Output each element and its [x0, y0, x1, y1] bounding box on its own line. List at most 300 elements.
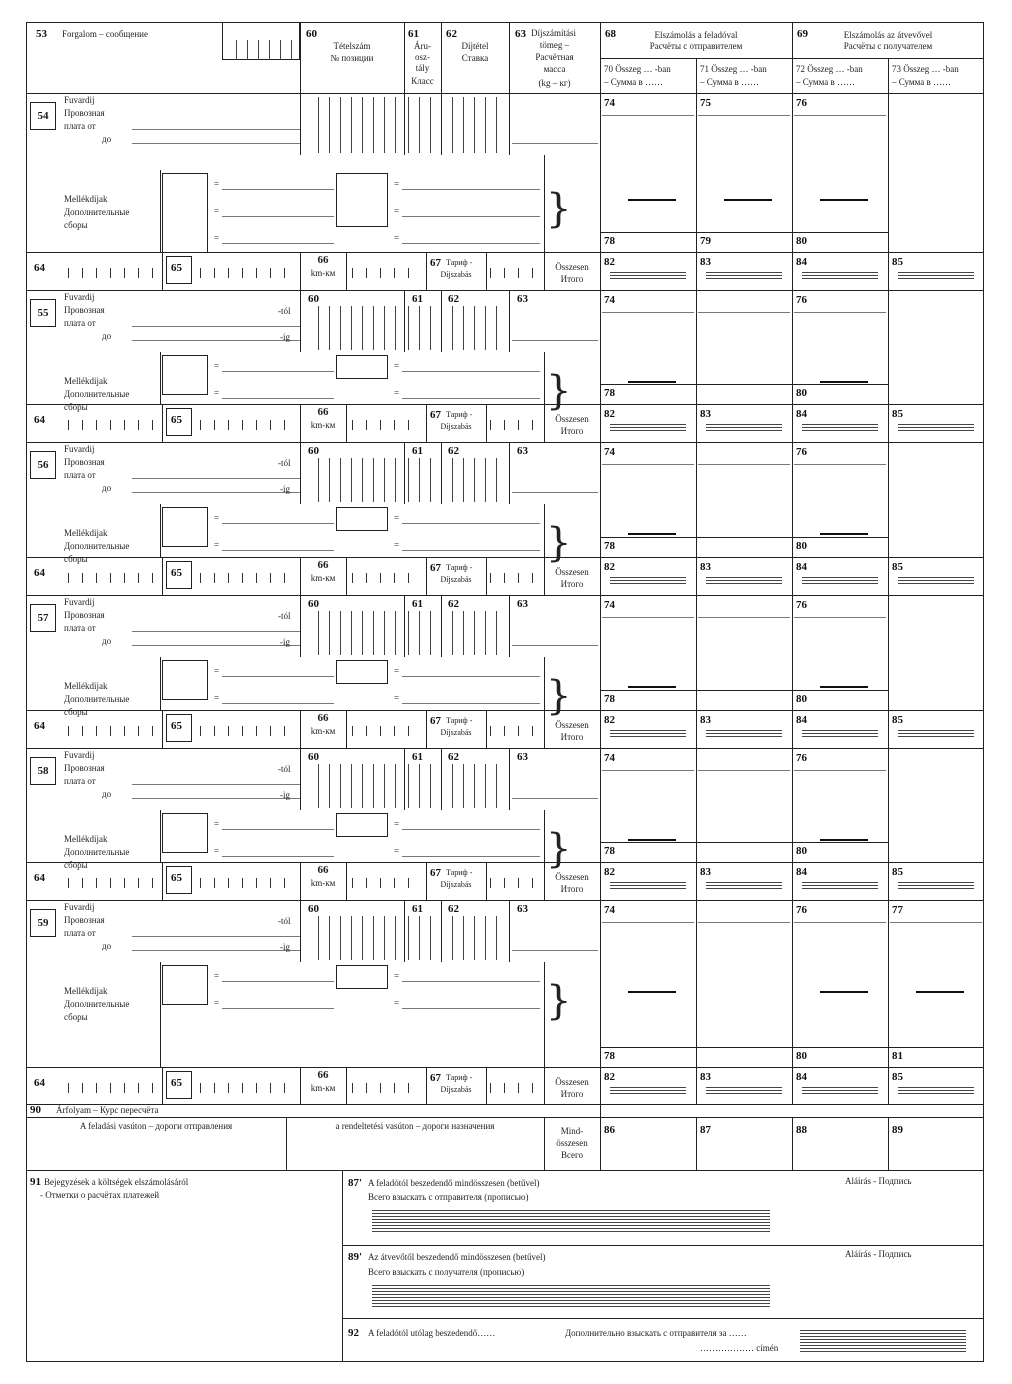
freight-col-divider — [888, 595, 889, 710]
amount-line — [698, 312, 790, 313]
freight-60-cells[interactable] — [318, 611, 396, 655]
summary-row-top — [26, 1067, 984, 1068]
freight-61-cells[interactable] — [408, 611, 438, 655]
field-73-summa: – Сумма в …… — [892, 77, 951, 87]
charges-eq-2: = — [394, 361, 400, 371]
field-92-lines[interactable] — [800, 1330, 966, 1352]
field-65-ticks[interactable] — [200, 1083, 298, 1093]
total-83-lines[interactable] — [706, 272, 782, 281]
provoznaya-label: Провозная — [64, 610, 105, 620]
total-82-number: 82 — [604, 866, 615, 878]
charges-line — [222, 189, 334, 190]
total-85-lines[interactable] — [898, 1087, 974, 1096]
sbory-label: сборы — [64, 220, 88, 230]
total-85-lines[interactable] — [898, 730, 974, 739]
field-66-ticks[interactable] — [352, 420, 422, 430]
row-92-top — [342, 1318, 984, 1319]
field-65-ticks[interactable] — [200, 878, 298, 888]
field-91-label-ru: - Отметки о расчётах платежей — [40, 1190, 160, 1200]
total-85-number: 85 — [892, 256, 903, 268]
freight-61-cells[interactable] — [408, 306, 438, 350]
row-90-divider-89 — [888, 1117, 889, 1170]
charges-eq-2: = — [394, 666, 400, 676]
total-82-lines[interactable] — [610, 424, 686, 433]
field-67-ticks[interactable] — [490, 268, 542, 278]
freight-61-cells[interactable] — [408, 97, 438, 153]
field-66-number: 66 — [317, 406, 329, 418]
field-62-label-hu: Díjtétel — [461, 41, 489, 51]
fuvardij-label: Fuvardij — [64, 95, 95, 105]
total-85-lines[interactable] — [898, 424, 974, 433]
freight-line-ot — [132, 784, 300, 785]
total-84-number: 84 — [796, 1071, 807, 1083]
feladasi-label: A feladási vasúton – дороги отправления — [79, 1121, 233, 1131]
field-64-number: 64 — [34, 262, 45, 274]
charges-line — [222, 523, 334, 524]
total-85-lines[interactable] — [898, 272, 974, 281]
summary-divider — [792, 1067, 793, 1104]
field-65-ticks[interactable] — [200, 573, 298, 583]
summary-divider — [346, 557, 347, 595]
freight-62-cells[interactable] — [452, 458, 504, 502]
total-85-number: 85 — [892, 714, 903, 726]
amount-dash — [628, 533, 676, 535]
field-66-unit: km-км — [310, 573, 336, 583]
sbory-label: сборы — [64, 707, 88, 717]
row-89p-top — [342, 1245, 984, 1246]
field-64-ticks[interactable] — [68, 1083, 160, 1093]
section-55-top — [26, 290, 984, 291]
total-82-lines[interactable] — [610, 1087, 686, 1096]
freight-col-divider — [441, 595, 442, 657]
freight-col-divider — [509, 595, 510, 657]
freight-line-do — [132, 143, 300, 144]
charges-box-1[interactable] — [162, 813, 208, 853]
mellekdijak-label: Mellékdíjak — [64, 194, 108, 204]
field-87p-number: 87' — [348, 1177, 363, 1189]
field-64-ticks[interactable] — [68, 573, 160, 583]
row-91-top — [26, 1170, 984, 1171]
summary-divider — [346, 862, 347, 900]
field-66-ticks[interactable] — [352, 726, 422, 736]
row-90-divider-86 — [600, 1104, 601, 1170]
field-63-number: 63 — [517, 903, 528, 915]
mellekdijak-label: Mellékdíjak — [64, 528, 108, 538]
freight-col-divider — [404, 442, 405, 504]
field-64-ticks[interactable] — [68, 726, 160, 736]
total-82-lines[interactable] — [610, 882, 686, 891]
osszesen-label: Összesen — [555, 872, 589, 882]
amount-74-number: 74 — [604, 599, 615, 611]
charges-box-2[interactable] — [336, 507, 388, 531]
freight-63-line — [512, 492, 598, 493]
summary-divider — [486, 252, 487, 290]
do-label: до — [102, 483, 112, 493]
charges-line — [222, 371, 334, 372]
freight-col-divider — [888, 290, 889, 404]
field-68-number: 68 — [605, 28, 616, 40]
summary-divider — [486, 404, 487, 442]
field-67-ticks[interactable] — [490, 420, 542, 430]
charges-box-1[interactable] — [162, 173, 208, 253]
freight-col-divider — [792, 442, 793, 557]
total-83-lines[interactable] — [706, 1087, 782, 1096]
total-85-lines[interactable] — [898, 577, 974, 586]
mellekdijak-label: Mellékdíjak — [64, 834, 108, 844]
field-89p-lines[interactable] — [372, 1285, 770, 1307]
freight-61-cells[interactable] — [408, 916, 438, 960]
total-83-lines[interactable] — [706, 577, 782, 586]
freight-col-divider — [300, 900, 301, 962]
total-83-number: 83 — [700, 408, 711, 420]
freight-line-do — [132, 492, 300, 493]
amount-dash — [628, 381, 676, 383]
field-69-label-hu: Elszámolás az átvevővel — [843, 30, 933, 40]
mind-label-2: összesen — [556, 1138, 588, 1148]
total-82-lines[interactable] — [610, 272, 686, 281]
summary-divider — [162, 862, 163, 900]
charges-box-2[interactable] — [336, 660, 388, 684]
summary-divider — [696, 252, 697, 290]
charges-eq: = — [214, 693, 220, 703]
amount-74-number: 74 — [604, 97, 615, 109]
summary-divider — [888, 557, 889, 595]
freight-60-cells[interactable] — [318, 764, 396, 808]
itogo-label: Итого — [560, 274, 584, 284]
charges-box-1[interactable] — [162, 355, 208, 395]
amount-80-number: 80 — [796, 1050, 807, 1062]
total-82-lines[interactable] — [610, 577, 686, 586]
field-92-label: A feladótól utólag beszedendő…… — [368, 1328, 496, 1338]
fuvardij-label: Fuvardij — [64, 597, 95, 607]
summary-divider — [792, 404, 793, 442]
amount-76-number: 76 — [796, 599, 807, 611]
charges-box-2[interactable] — [336, 813, 388, 837]
field-73-label: 73 Összeg … -ban — [892, 64, 959, 74]
charges-line-2 — [402, 1008, 540, 1009]
field-64-ticks[interactable] — [68, 878, 160, 888]
summary-divider — [162, 1067, 163, 1104]
field-60-number: 60 — [308, 293, 319, 305]
total-83-number: 83 — [700, 866, 711, 878]
charges-brace: } — [546, 978, 572, 1024]
charges-eq: = — [214, 998, 220, 1008]
charges-brace: } — [546, 673, 572, 719]
amount-dash — [820, 533, 868, 535]
amount-dash — [724, 199, 772, 201]
field-70-summa: – Сумма в …… — [604, 77, 663, 87]
field-61-number: 61 — [412, 903, 423, 915]
charges-eq: = — [214, 971, 220, 981]
total-82-lines[interactable] — [610, 730, 686, 739]
freight-62-cells[interactable] — [452, 916, 504, 960]
total-84-lines[interactable] — [802, 424, 878, 433]
total-85-number: 85 — [892, 408, 903, 420]
charges-box-2[interactable] — [336, 965, 388, 989]
field-71-summa: – Сумма в …… — [700, 77, 759, 87]
charges-eq-2: = — [394, 388, 400, 398]
field-91-number: 91 — [30, 1176, 41, 1188]
charges-box-1[interactable] — [162, 660, 208, 700]
field-67-ticks[interactable] — [490, 1083, 542, 1093]
field-66-number: 66 — [317, 864, 329, 876]
itogo-label: Итого — [560, 884, 584, 894]
row-mind-top — [544, 1117, 984, 1118]
total-84-lines[interactable] — [802, 1087, 878, 1096]
field-68-label-ru: Расчёты с отправителем — [649, 41, 743, 51]
tol-label: -tól — [278, 764, 291, 774]
charges-eq: = — [214, 666, 220, 676]
amount-line — [794, 464, 886, 465]
total-82-number: 82 — [604, 714, 615, 726]
do-label: до — [102, 134, 112, 144]
charges-box-1[interactable] — [162, 507, 208, 547]
fuvardij-label: Fuvardij — [64, 292, 95, 302]
total-85-lines[interactable] — [898, 882, 974, 891]
mind-label-1: Mind- — [560, 1126, 584, 1136]
charges-line-2 — [402, 371, 540, 372]
dopolnitelnye-label: Дополнительные — [64, 847, 130, 857]
freight-col-divider — [509, 442, 510, 504]
field-66-ticks[interactable] — [352, 1083, 422, 1093]
field-62-number: 62 — [448, 293, 459, 305]
freight-col-divider — [792, 595, 793, 710]
summary-divider — [162, 252, 163, 290]
dopolnitelnye-label: Дополнительные — [64, 694, 130, 704]
freight-line-ot — [132, 326, 300, 327]
field-67-tarif: Тариф - — [446, 410, 473, 419]
plata-ot-label: плата от — [64, 470, 96, 480]
field-65-ticks[interactable] — [200, 268, 298, 278]
field-53-cells — [236, 40, 292, 60]
field-64-number: 64 — [34, 567, 45, 579]
do-label: до — [102, 789, 112, 799]
header-subline — [600, 58, 984, 59]
field-67-tarif: Тариф - — [446, 258, 473, 267]
freight-60-cells[interactable] — [318, 916, 396, 960]
charges-brace: } — [546, 186, 572, 232]
amount-dash — [820, 199, 868, 201]
field-69-label-ru: Расчёты с получателем — [843, 41, 933, 51]
summary-divider — [346, 710, 347, 748]
dopolnitelnye-label: Дополнительные — [64, 541, 130, 551]
field-87p-lines[interactable] — [372, 1210, 770, 1232]
freight-col-divider — [600, 900, 601, 1067]
sbory-label: сборы — [64, 860, 88, 870]
summary-divider — [600, 1067, 601, 1104]
charges-line — [222, 550, 334, 551]
freight-col-divider — [888, 93, 889, 252]
field-62-number: 62 — [446, 28, 457, 40]
freight-60-cells[interactable] — [318, 306, 396, 350]
amount-subtotal-line — [600, 384, 888, 385]
summary-divider — [696, 710, 697, 748]
charges-eq: = — [214, 361, 220, 371]
field-65-ticks[interactable] — [200, 726, 298, 736]
freight-col-divider — [404, 900, 405, 962]
amount-76-number: 76 — [796, 97, 807, 109]
total-83-lines[interactable] — [706, 424, 782, 433]
amount-line — [602, 312, 694, 313]
do-label: до — [102, 331, 112, 341]
field-67-number: 67 — [430, 867, 441, 879]
freight-63-line — [512, 340, 598, 341]
amount-subtotal-line — [600, 232, 888, 233]
field-64-ticks[interactable] — [68, 268, 160, 278]
plata-ot-label: плата от — [64, 928, 96, 938]
field-67-dijszabas: Díjszabás — [440, 422, 472, 431]
field-60-number: 60 — [308, 751, 319, 763]
field-66-ticks[interactable] — [352, 268, 422, 278]
freight-61-cells[interactable] — [408, 764, 438, 808]
freight-col-divider — [888, 748, 889, 862]
total-82-number: 82 — [604, 256, 615, 268]
amount-74-number: 74 — [604, 294, 615, 306]
freight-60-cells[interactable] — [318, 458, 396, 502]
amount-line — [794, 922, 886, 923]
summary-divider — [792, 862, 793, 900]
field-67-number: 67 — [430, 715, 441, 727]
total-83-lines[interactable] — [706, 730, 782, 739]
field-67-ticks[interactable] — [490, 726, 542, 736]
field-62-number: 62 — [448, 598, 459, 610]
sbory-label: сборы — [64, 554, 88, 564]
freight-col-divider — [300, 290, 301, 352]
freight-col-divider — [509, 900, 510, 962]
field-92-number: 92 — [348, 1327, 359, 1339]
total-84-lines[interactable] — [802, 730, 878, 739]
amount-81-number: 81 — [892, 1050, 903, 1062]
total-85-number: 85 — [892, 866, 903, 878]
charges-eq-2: = — [394, 233, 400, 243]
charges-box-1[interactable] — [162, 965, 208, 1005]
mellekdijak-label: Mellékdíjak — [64, 376, 108, 386]
amount-80-number: 80 — [796, 387, 807, 399]
mellekdijak-label: Mellékdíjak — [64, 986, 108, 996]
charges-brace: } — [546, 826, 572, 872]
freight-col-divider — [509, 748, 510, 810]
charges-line-2 — [402, 523, 540, 524]
freight-62-cells[interactable] — [452, 306, 504, 350]
field-67-ticks[interactable] — [490, 573, 542, 583]
amount-line — [794, 312, 886, 313]
section-59-top — [26, 900, 984, 901]
field-63-number: 63 — [515, 28, 526, 40]
amount-dash — [820, 686, 868, 688]
row-90-sub — [26, 1117, 544, 1118]
charges-brace: } — [546, 368, 572, 414]
freight-col-divider — [544, 155, 545, 252]
amount-76-number: 76 — [796, 446, 807, 458]
freight-62-cells[interactable] — [452, 97, 504, 153]
field-67-dijszabas: Díjszabás — [440, 1085, 472, 1094]
summary-divider — [600, 557, 601, 595]
freight-col-divider — [600, 748, 601, 862]
dopolnitelnye-label: Дополнительные — [64, 207, 130, 217]
total-83-number: 83 — [700, 561, 711, 573]
field-64-number: 64 — [34, 720, 45, 732]
charges-box-2[interactable] — [336, 355, 388, 379]
total-84-lines[interactable] — [802, 577, 878, 586]
summary-divider — [486, 862, 487, 900]
freight-61-cells[interactable] — [408, 458, 438, 502]
row-90-divider-87 — [696, 1117, 697, 1170]
charges-line — [222, 676, 334, 677]
total-84-lines[interactable] — [802, 272, 878, 281]
summary-divider — [888, 404, 889, 442]
freight-col-divider — [441, 442, 442, 504]
field-64-ticks[interactable] — [68, 420, 160, 430]
amount-line — [698, 617, 790, 618]
field-66-ticks[interactable] — [352, 878, 422, 888]
field-67-tarif: Тариф - — [446, 716, 473, 725]
tol-label: -tól — [278, 306, 291, 316]
freight-62-cells[interactable] — [452, 764, 504, 808]
ig-label: -ig — [280, 790, 290, 800]
field-87p-label: A feladótól beszedendő mindösszesen (betűvel) — [368, 1178, 540, 1188]
freight-col-divider — [792, 748, 793, 862]
freight-col-divider — [441, 748, 442, 810]
amount-line — [794, 617, 886, 618]
field-65-ticks[interactable] — [200, 420, 298, 430]
amount-80-number: 80 — [796, 540, 807, 552]
field-92-cimen: ……………… címén — [700, 1343, 779, 1353]
field-86-number: 86 — [604, 1124, 615, 1136]
summary-divider — [600, 710, 601, 748]
field-67-tarif: Тариф - — [446, 563, 473, 572]
freight-col-divider — [441, 290, 442, 352]
field-66-unit: km-км — [310, 726, 336, 736]
amount-76-number: 76 — [796, 904, 807, 916]
amount-78-number: 78 — [604, 845, 615, 857]
amount-80-number: 80 — [796, 845, 807, 857]
amount-dash — [820, 991, 868, 993]
freight-62-cells[interactable] — [452, 611, 504, 655]
freight-col-divider — [441, 93, 442, 155]
field-66-ticks[interactable] — [352, 573, 422, 583]
total-83-lines[interactable] — [706, 882, 782, 891]
field-66-unit: km-км — [310, 1083, 336, 1093]
charges-eq-2: = — [394, 206, 400, 216]
freight-line-ot — [132, 631, 300, 632]
field-87p-signature-label: Aláírás - Подпись — [845, 1176, 912, 1186]
freight-line-ot — [132, 129, 300, 130]
field-67-ticks[interactable] — [490, 878, 542, 888]
field-92-label-ru: Дополнительно взыскать с отправителя за …… — [565, 1328, 747, 1338]
summary-divider — [696, 404, 697, 442]
amount-line — [698, 922, 790, 923]
freight-col-divider — [696, 748, 697, 862]
field-89-number: 89 — [892, 1124, 903, 1136]
freight-63-line — [512, 798, 598, 799]
section-54-number: 54 — [30, 102, 56, 130]
field-67-number: 67 — [430, 1072, 441, 1084]
summary-divider — [486, 1067, 487, 1104]
amount-74-number: 74 — [604, 446, 615, 458]
charges-box-2[interactable] — [336, 173, 388, 227]
amount-line — [602, 770, 694, 771]
sbory-label: сборы — [64, 1012, 88, 1022]
charges-line — [222, 1008, 334, 1009]
charges-left-divider — [160, 504, 161, 557]
section-55-number: 55 — [30, 299, 56, 327]
freight-60-cells[interactable] — [318, 97, 396, 153]
field-90-label: Árfolyam – Курс пересчёта — [56, 1105, 159, 1115]
field-66-number: 66 — [317, 254, 329, 266]
dopolnitelnye-label: Дополнительные — [64, 999, 130, 1009]
field-53-number: 53 — [36, 28, 47, 40]
total-84-lines[interactable] — [802, 882, 878, 891]
